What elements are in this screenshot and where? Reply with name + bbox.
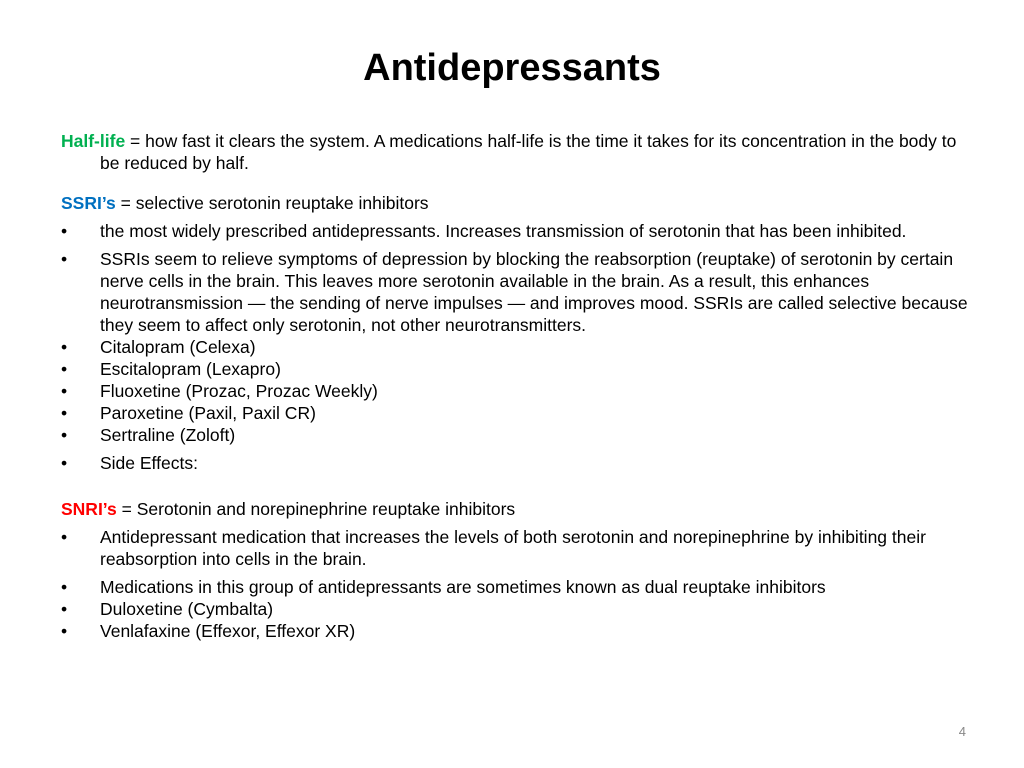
bullet-glyph: •	[61, 359, 68, 379]
ssri-bullet	[61, 424, 971, 446]
bullet-text: Paroxetine (Paxil, Paxil CR)	[100, 403, 316, 423]
slide-title: Antidepressants	[363, 47, 661, 89]
ssri-bullet	[61, 248, 971, 336]
ssri-definition: selective serotonin reuptake inhibitors	[135, 193, 429, 213]
slide-content	[61, 130, 971, 642]
bullet-glyph: •	[61, 621, 68, 641]
spacer	[61, 474, 971, 492]
ssri-bullet	[61, 402, 971, 424]
bullet-glyph: •	[61, 337, 68, 357]
half-life-definition: how fast it clears the system. A medications half-life is the time it takes for its concentration in the body to be reduced by half.	[100, 131, 957, 173]
ssri-term: SSRI’s	[61, 193, 116, 213]
half-life-term: Half-life	[61, 131, 126, 151]
ssri-bullet	[61, 336, 971, 358]
bullet-text: Antidepressant medication that increases the levels of both serotonin and norepinephrine by inhibiting their reabsorption into cells in the brain.	[100, 527, 926, 569]
bullet-text: the most widely prescribed antidepressants. Increases transmission of serotonin that has been inhibited.	[100, 221, 907, 241]
bullet-glyph: •	[61, 425, 68, 445]
ssri-bullet	[61, 380, 971, 402]
bullet-text: Fluoxetine (Prozac, Prozac Weekly)	[100, 381, 378, 401]
snri-bullet	[61, 526, 971, 570]
bullet-glyph: •	[61, 453, 68, 473]
page-number: 4	[958, 724, 966, 739]
bullet-glyph: •	[61, 381, 68, 401]
ssri-bullet	[61, 452, 971, 474]
bullet-glyph: •	[61, 403, 68, 423]
snri-heading	[61, 498, 971, 520]
bullet-glyph: •	[61, 249, 68, 269]
bullet-text: Escitalopram (Lexapro)	[100, 359, 281, 379]
bullet-glyph: •	[61, 221, 68, 241]
bullet-glyph: •	[61, 527, 68, 547]
ssri-separator: =	[115, 193, 136, 213]
half-life-paragraph	[61, 130, 971, 174]
snri-bullet	[61, 598, 971, 620]
spacer	[61, 174, 971, 192]
bullet-text: Side Effects:	[100, 453, 198, 473]
bullet-text: Sertraline (Zoloft)	[100, 425, 236, 445]
bullet-glyph: •	[61, 577, 68, 597]
bullet-text: Duloxetine (Cymbalta)	[100, 599, 274, 619]
snri-bullet	[61, 620, 971, 642]
ssri-bullet	[61, 220, 971, 242]
ssri-bullet	[61, 358, 971, 380]
bullet-text: Venlafaxine (Effexor, Effexor XR)	[100, 621, 356, 641]
bullet-text: SSRIs seem to relieve symptoms of depression by blocking the reabsorption (reuptake) of serotonin by certain nerve cells in the brain. This leaves more serotonin available in the brain. As a result, this enhances neurotransmission — the sending of nerve impulses — and improves mood. SSRIs are called selective because they seem to affect only serotonin, not other neurotransmitters.	[100, 249, 968, 335]
ssri-heading	[61, 192, 971, 214]
bullet-glyph: •	[61, 599, 68, 619]
bullet-text: Citalopram (Celexa)	[100, 337, 256, 357]
bullet-text: Medications in this group of antidepressants are sometimes known as dual reuptake inhibitors	[100, 577, 826, 597]
snri-term: SNRI’s	[61, 499, 117, 519]
snri-bullet	[61, 576, 971, 598]
snri-definition: Serotonin and norepinephrine reuptake inhibitors	[136, 499, 516, 519]
half-life-separator: =	[125, 131, 146, 151]
snri-separator: =	[116, 499, 137, 519]
